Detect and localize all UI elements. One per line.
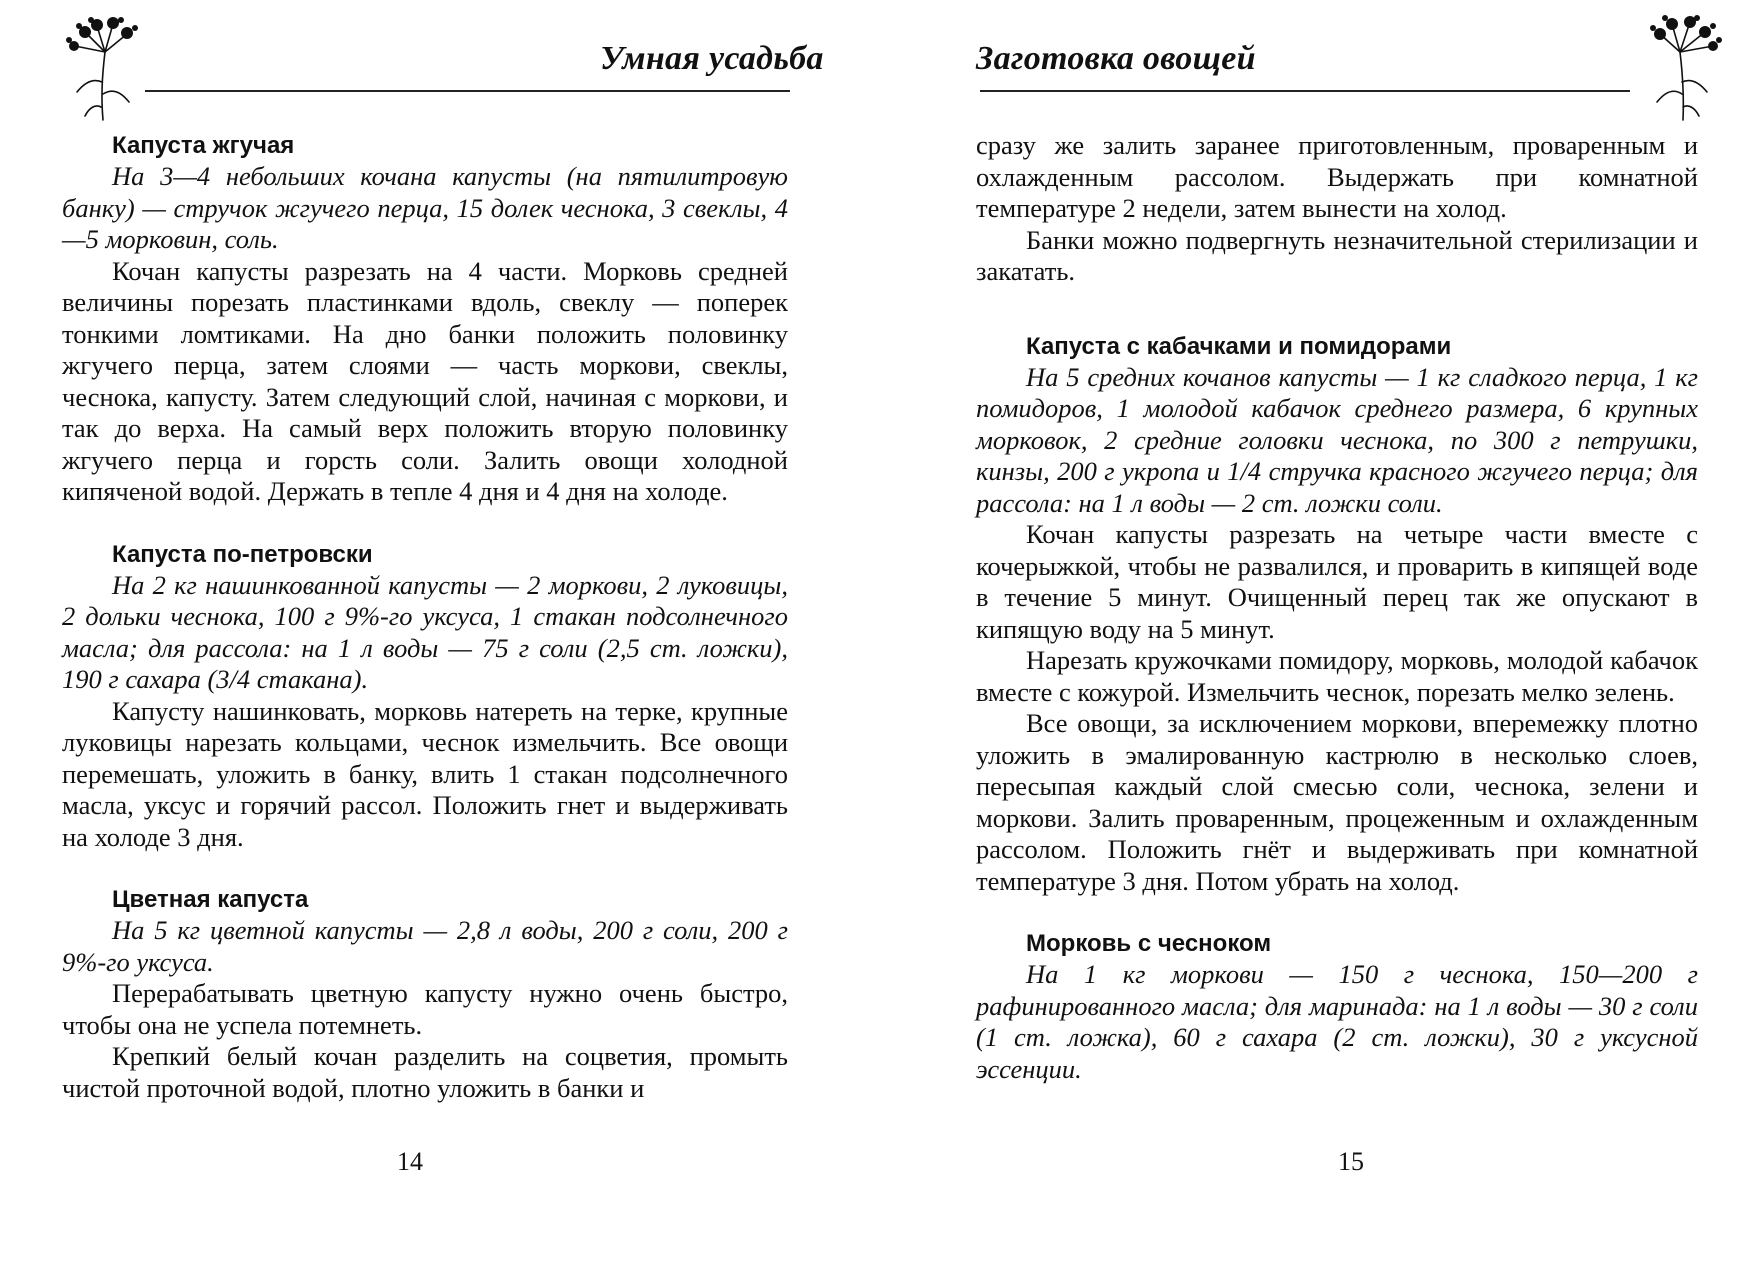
- recipe-title: Морковь с чесноком: [1026, 930, 1272, 957]
- page-number: 14: [397, 1147, 423, 1176]
- recipe-ingredients: На 3—4 небольших кочана капусты (на пятилитровую банку) — стручок жгучего перца, 15 долек чеснока, 3 свеклы, 4—5 морковин, соль.: [62, 161, 788, 254]
- page-content: [62, 130, 788, 1104]
- recipe-title: Цветная капуста: [112, 886, 309, 913]
- recipe-paragraph: Кочан капусты разрезать на 4 части. Морковь средней величины порезать пластинками вдоль, свеклу — поперек тонкими ломтиками. На дно банки положить половинку жгучего перца, затем слоями — часть моркови, свеклы, чеснока, капусту. Затем следующий слой, начиная с моркови, и так до верха. На самый верх положить вторую половинку жгучего перца и горсть соли. Залить овощи холодной кипяченой водой. Держать в тепле 4 дня и 4 дня на холоде.: [62, 255, 788, 506]
- recipe-paragraph: Все овощи, за исключением моркови, вперемежку плотно уложить в эмалированную кастрюлю в несколько слоев, пересыпая каждый слой смесью соли, чеснока, зелени и моркови. Залить проваренным, процеженным и охлажденным рассолом. Положить гнёт и выдерживать при комнатной температуре 3 дня. Потом убрать на холод.: [976, 708, 1698, 896]
- dill-plant-icon: [1635, 12, 1730, 122]
- recipe-paragraph: Банки можно подвергнуть незначительной стерилизации и закатать.: [976, 224, 1698, 286]
- recipe-title: Капуста жгучая: [112, 132, 295, 159]
- continuation-paragraph: сразу же залить заранее приготовленным, проваренным и охлажденным рассолом. Выдержать при комнатной температуре 2 недели, затем вынести на холод.: [976, 130, 1698, 223]
- recipe-paragraph: Капусту нашинковать, морковь натереть на терке, крупные луковицы нарезать кольцами, чеснок измельчить. Все овощи перемешать, уложить в банку, влить 1 стакан подсолнечного масла, уксус и горячий рассол. Положить гнет и выдерживать на холоде 3 дня.: [62, 695, 788, 852]
- page-content: [976, 130, 1698, 1085]
- right-page: [880, 0, 1761, 1268]
- running-title: Умная усадьба: [600, 40, 824, 77]
- recipe-paragraph: Нарезать кружочками помидору, морковь, молодой кабачок вместе с кожурой. Измельчить чеснок, порезать мелко зелень.: [976, 645, 1698, 707]
- left-page: [0, 0, 880, 1268]
- recipe-ingredients: На 1 кг моркови — 150 г чеснока, 150—200 г рафинированного масла; для маринада: на 1 л воды — 30 г соли (1 ст. ложка), 60 г сахара (2 ст. ложки), 30 г уксусной эссенции.: [976, 959, 1698, 1084]
- recipe-paragraph: Кочан капусты разрезать на четыре части вместе с кочерыжкой, чтобы не развалился, и проварить в кипящей воде в течение 5 минут. Очищенный перец так же опускают в кипящую воду на 5 минут.: [976, 519, 1698, 644]
- recipe-ingredients: На 5 кг цветной капусты — 2,8 л воды, 200 г соли, 200 г 9%-го уксуса.: [62, 915, 788, 977]
- header-rule: [980, 90, 1630, 92]
- recipe-title: Капуста с кабачками и помидорами: [1026, 332, 1452, 360]
- recipe-paragraph: Перерабатывать цветную капусту нужно очень быстро, чтобы она не успела потемнеть.: [62, 978, 788, 1040]
- running-title: Заготовка овощей: [976, 40, 1256, 77]
- recipe-ingredients: На 5 средних кочанов капусты — 1 кг сладкого перца, 1 кг помидоров, 1 молодой кабачок среднего размера, 6 крупных морковок, 2 средние головки чеснока, по 300 г петрушки, кинзы, 200 г укропа и 1/4 стручка красного жгучего перца; для рассола: на 1 л воды — 2 ст. ложки соли.: [976, 361, 1698, 518]
- recipe-ingredients: На 2 кг нашинкованной капусты — 2 моркови, 2 луковицы, 2 дольки чеснока, 100 г 9%-го уксуса, 1 стакан подсолнечного масла; для рассола: на 1 л воды — 75 г соли (2,5 ст. ложки), 190 г сахара (3/4 стакана).: [62, 569, 788, 694]
- header-rule: [145, 90, 790, 92]
- recipe-title: Капуста по-петровски: [112, 540, 373, 568]
- recipe-paragraph: Крепкий белый кочан разделить на соцветия, промыть чистой проточной водой, плотно уложить в банки и: [62, 1041, 788, 1103]
- dill-plant-icon: [55, 12, 150, 122]
- page-number: 15: [1338, 1147, 1364, 1176]
